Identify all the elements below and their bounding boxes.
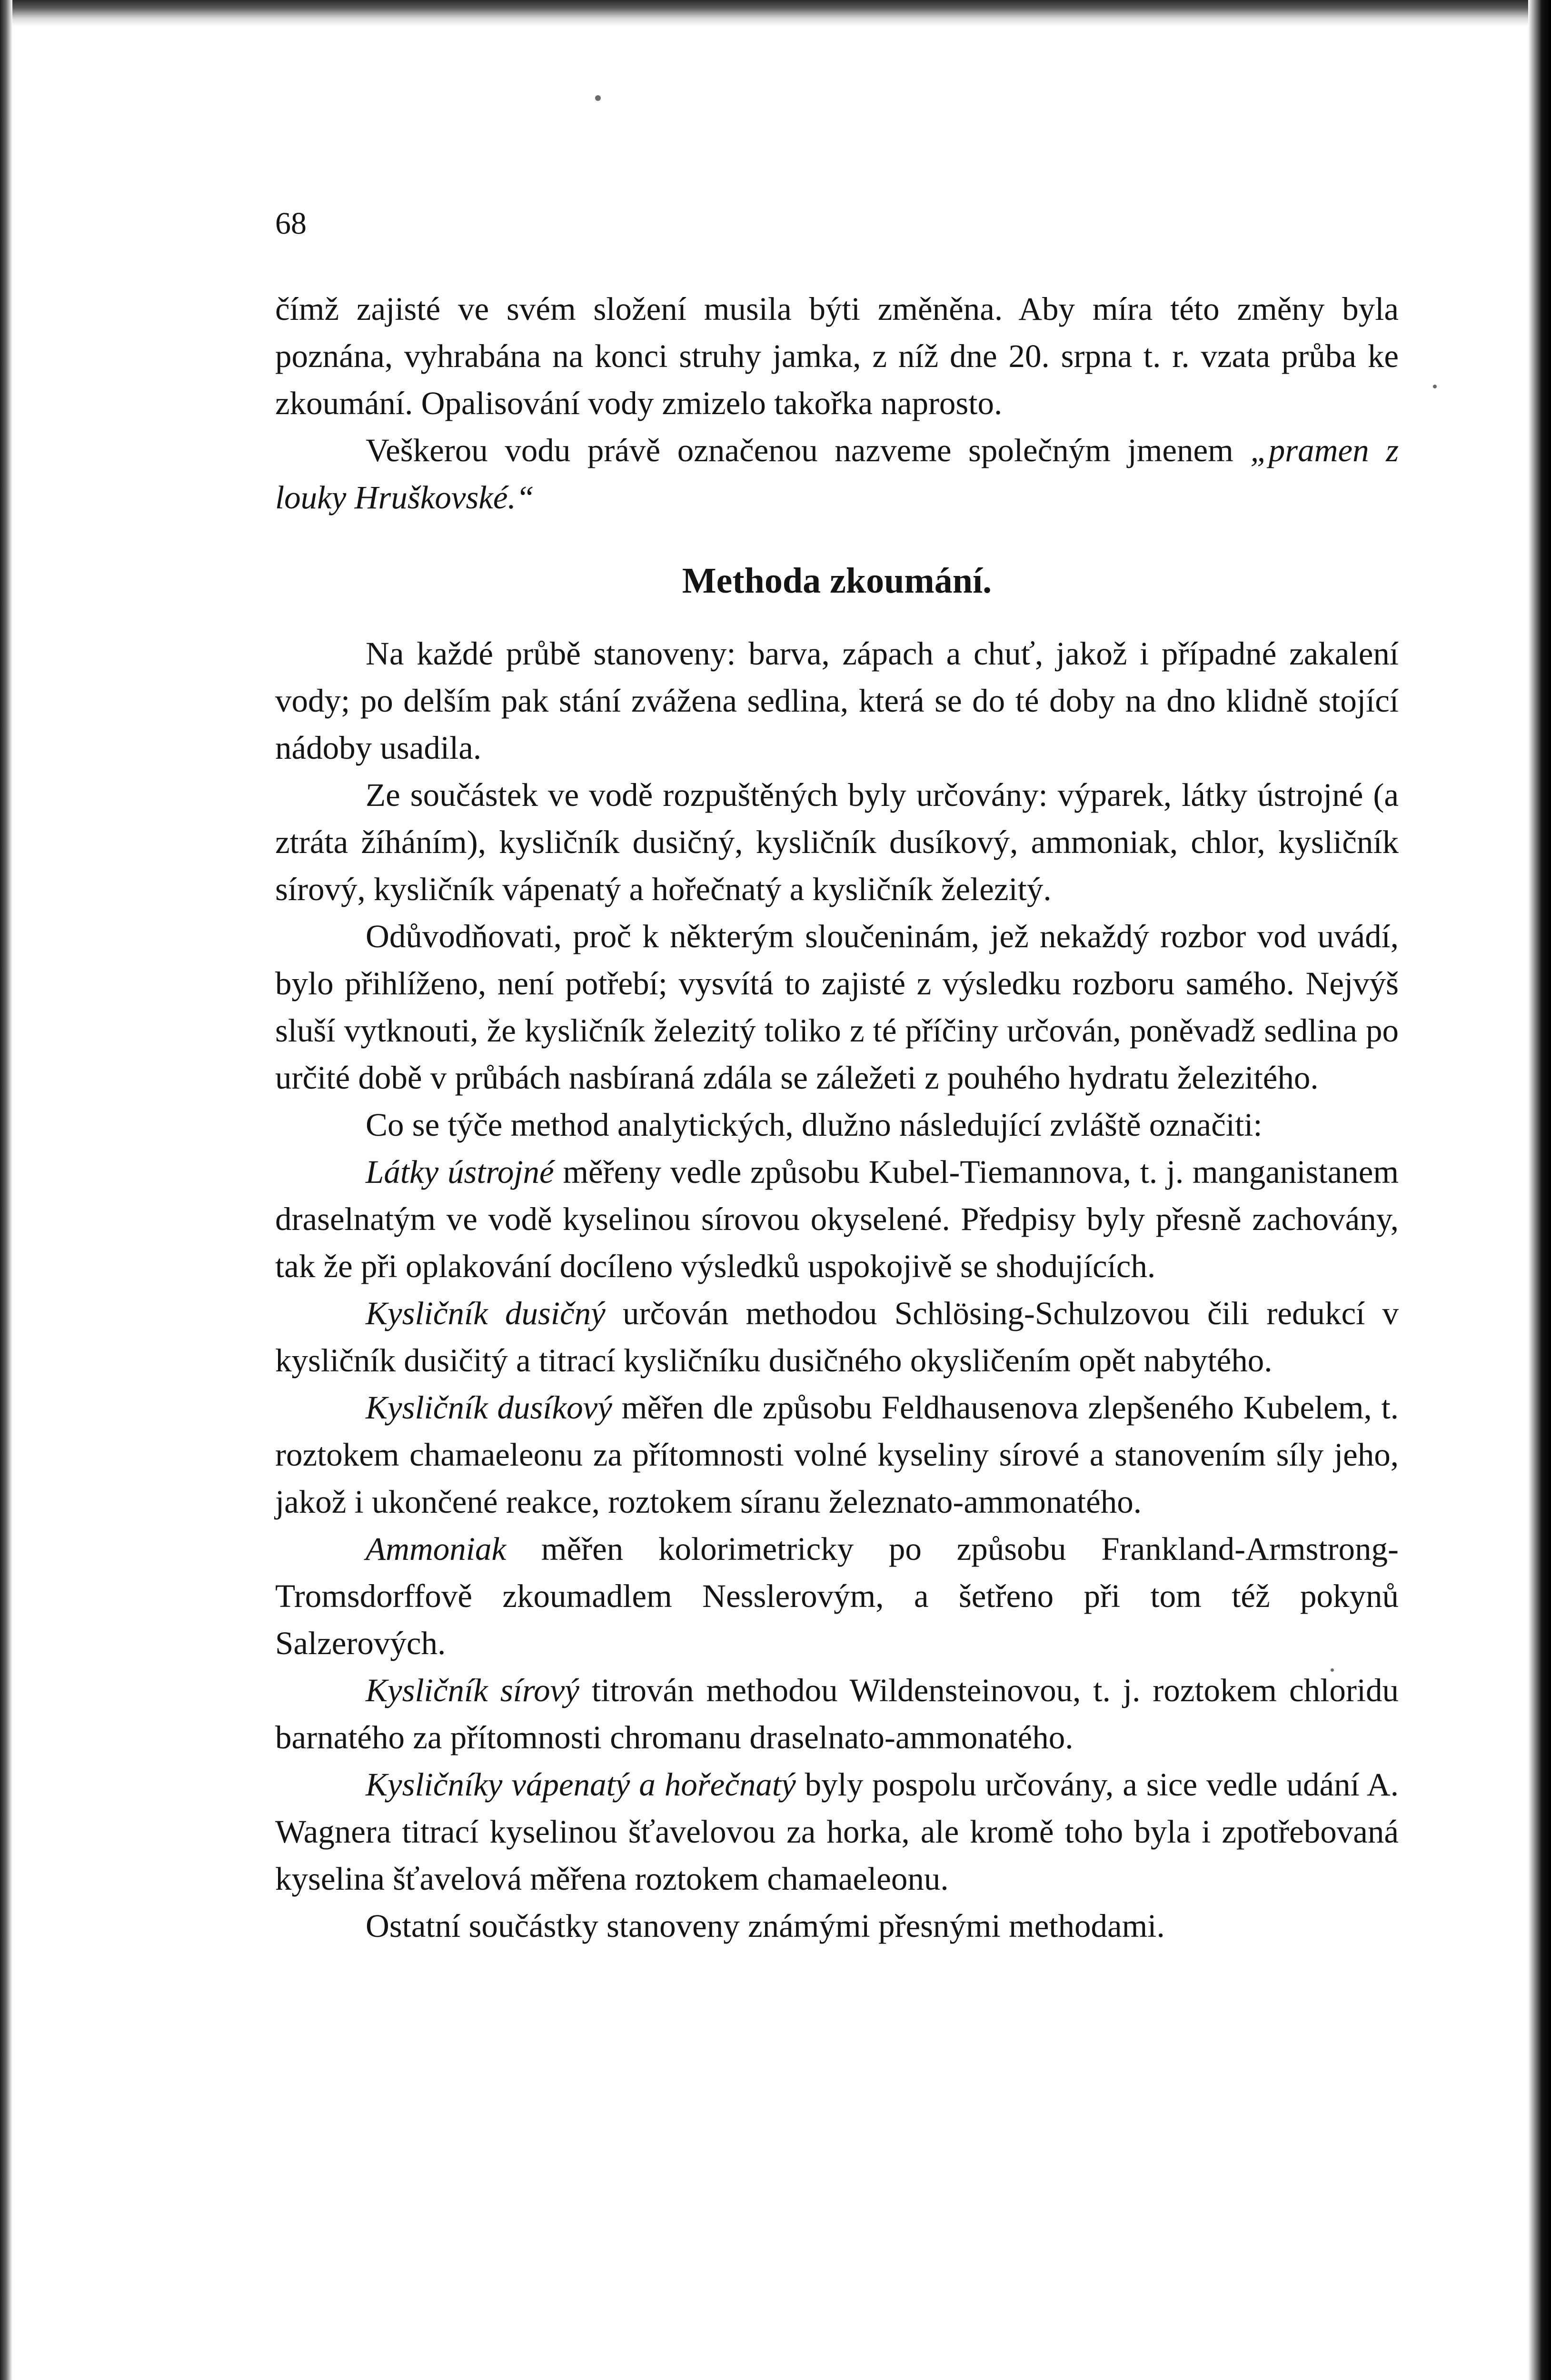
term-nitrous: Kysličník dusíkový (366, 1389, 612, 1426)
paragraph-1: čímž zajisté ve svém složení musila býti změněna. Aby míra této změny byla poznána, vyhrabána na konci struhy jamka, z níž dne 20. srpna t. r. vzata průba ke zkoumání. Opalisování vody zmizelo takořka naprosto. (275, 291, 1399, 421)
paragraph-calcium-magnesium (275, 1761, 1399, 1903)
paragraph-nitric (275, 1290, 1399, 1384)
term-nitric: Kysličník dusičný (366, 1295, 606, 1331)
paragraph-5: Odůvodňovati, proč k některým sloučeninám, jež nekaždý rozbor vod uvádí, bylo přihlíženo, není potřebí; vysvítá to zajisté z výsledku rozboru samého. Nejvýš sluší vytknouti, že kysličník železitý toliko z té příčiny určován, poněvadž sedlina po určité době v průbách nasbíraná zdála se záležeti z pouhého hydratu železitého. (275, 918, 1399, 1096)
text-nitric: určován methodou Schlösing-Schulzovou čili redukcí v kysličník dusičitý a titrací kysličníku dusičného okysličením opět nabytého. (275, 1295, 1399, 1378)
text-sulfuric: titrován methodou Wildensteinovou, t. j. roztokem chloridu barnatého za přítomnosti chromanu draselnato-ammonatého. (275, 1672, 1399, 1755)
paragraph-2-text: Veškerou vodu právě označenou nazveme společným jmenem (366, 432, 1251, 468)
text-organic: měřeny vedle způsobu Kubel-Tiemannova, t. j. manganistanem draselnatým ve vodě kyselinou sírovou okyselené. Předpisy byly přesně zachovány, tak že při oplakování docíleno výsledků uspokojivě se shodujících. (275, 1154, 1399, 1284)
paragraph-6: Co se týče method analytických, dlužno následující zvláště označiti: (366, 1107, 1263, 1143)
paragraph-ammonia (275, 1526, 1399, 1667)
paragraph-sulfuric (275, 1667, 1399, 1761)
term-ammonia: Ammoniak (366, 1531, 507, 1567)
text-calcium-magnesium: byly pospolu určovány, a sice vedle udání A. Wagnera titrací kyselinou šťavelovou za horka, ale kromě toho byla i zpotřebovaná kyselina šťavelová měřena roztokem chamaeleonu. (275, 1766, 1399, 1897)
paragraph-organic (275, 1149, 1399, 1290)
paragraph-2 (275, 427, 1399, 521)
page-number: 68 (275, 206, 307, 241)
paragraph-nitrous (275, 1384, 1399, 1526)
section-heading: Methoda zkoumání. (682, 561, 992, 601)
paragraph-4: Ze součástek ve vodě rozpuštěných byly určovány: výparek, látky ústrojné (a ztráta žíháním), kysličník dusičný, kysličník dusíkový, ammoniak, chlor, kysličník sírový, kysličník vápenatý a hořečnatý a kysličník železitý. (275, 777, 1399, 907)
body-text (275, 286, 1399, 1950)
scan-speck (595, 95, 601, 101)
term-organic: Látky ústrojné (366, 1154, 554, 1190)
text-ammonia: měřen kolorimetricky po způsobu Frankland-Armstrong-Tromsdorffově zkoumadlem Nesslerovým, a šetřeno při tom též pokynů Salzerových. (275, 1531, 1399, 1661)
term-calcium-magnesium: Kysličníky vápenatý a hořečnatý (366, 1766, 796, 1803)
paragraph-3: Na každé průbě stanoveny: barva, zápach a chuť, jakož i případné zakalení vody; po delším pak stání zvážena sedlina, která se do té doby na dno klidně stojící nádoby usadila. (275, 635, 1399, 766)
spring-name: „pramen z louky Hruškovské.“ (275, 432, 1399, 516)
scan-border-right (1528, 0, 1551, 2380)
text-nitrous: měřen dle způsobu Feldhausenova zlepšeného Kubelem, t. roztokem chamaeleonu za přítomnosti volné kyseliny sírové a stanovením síly jeho, jakož i ukončené reakce, roztokem síranu železnato-ammonatého. (275, 1389, 1399, 1520)
scan-border-left (0, 0, 12, 2380)
scan-speck (1433, 385, 1437, 388)
paragraph-final: Ostatní součástky stanoveny známými přesnými methodami. (366, 1908, 1165, 1944)
scan-border-top (0, 0, 1551, 26)
term-sulfuric: Kysličník sírový (366, 1672, 579, 1708)
